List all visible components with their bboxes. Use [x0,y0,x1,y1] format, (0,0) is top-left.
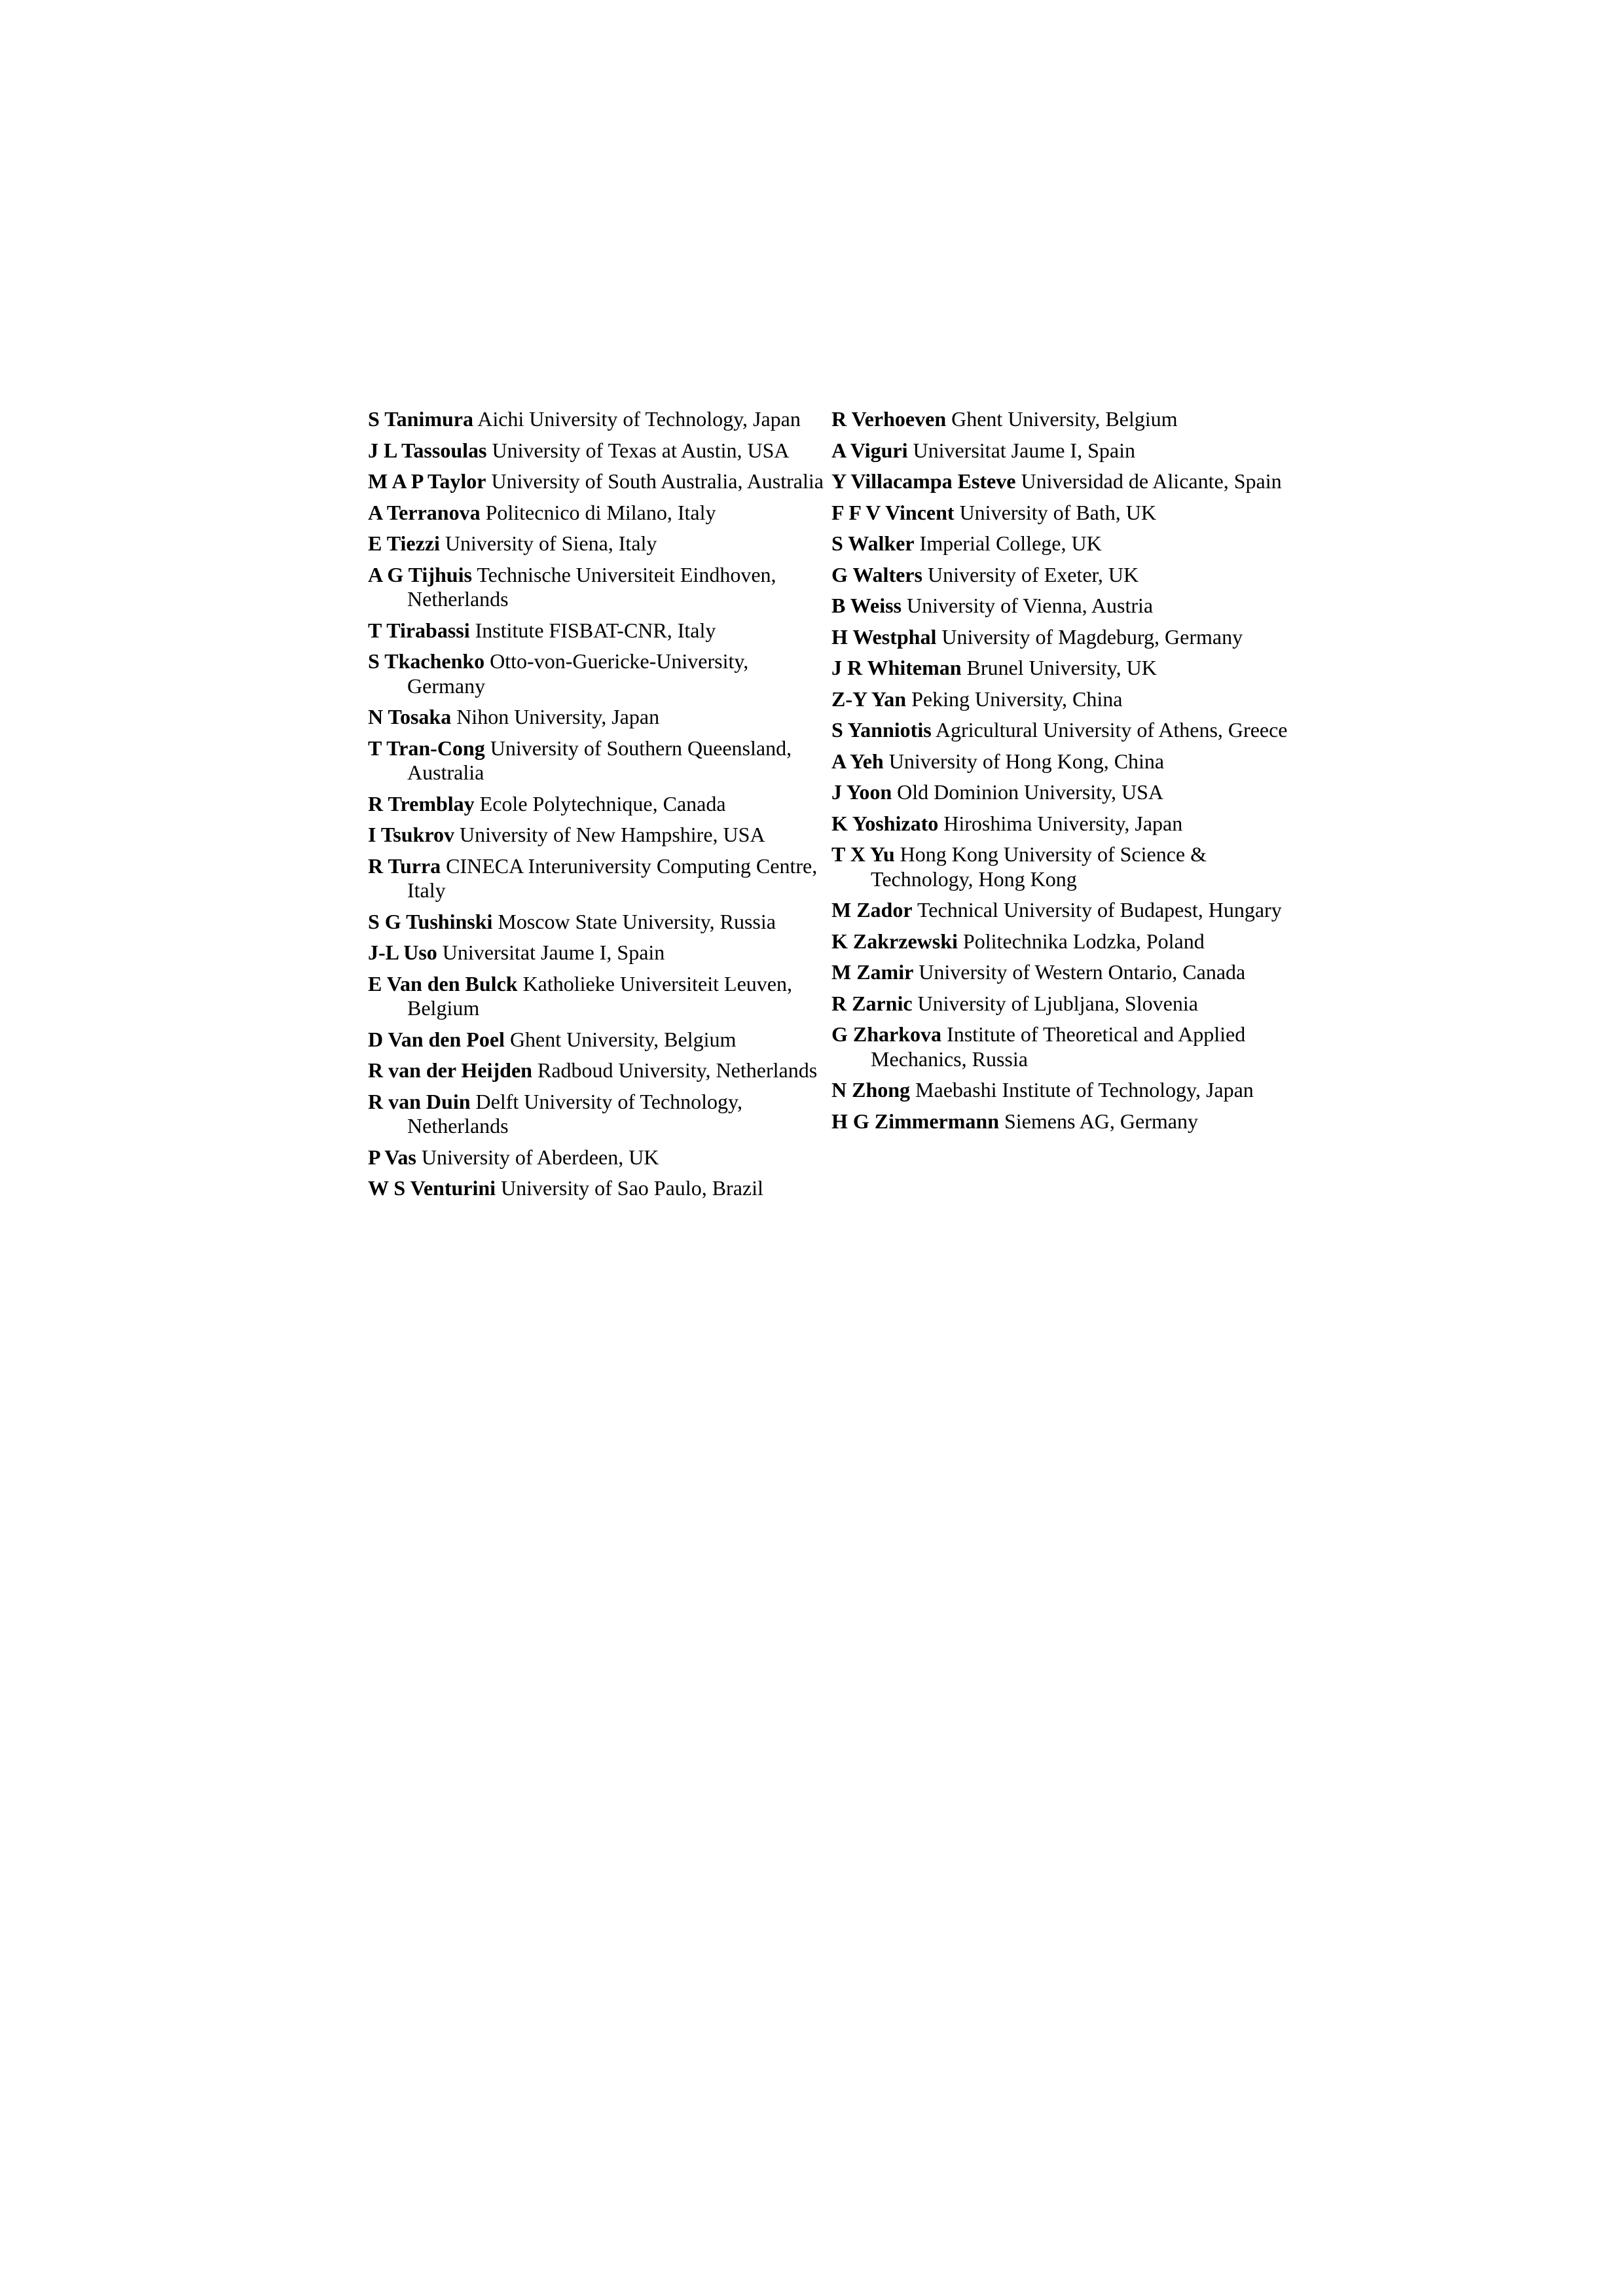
author-name: R Turra [368,853,441,878]
list-item [831,594,1290,619]
list-item [368,823,826,848]
list-item [368,501,826,526]
author-name: Z-Y Yan [831,687,907,711]
author-affiliation: University of Vienna, Austria [907,594,1154,617]
author-name: Y Villacampa Esteve [831,469,1016,493]
author-affiliation: Ghent University, Belgium [509,1027,737,1051]
author-affiliation: Technische Universiteit Eindhoven, Netherlands [407,562,776,611]
author-name: R van Duin [368,1089,471,1113]
list-item [368,705,826,730]
author-name: N Tosaka [368,705,452,728]
author-name: N Zhong [831,1078,911,1102]
author-name: A Yeh [831,749,884,773]
author-affiliation: Moscow State University, Russia [498,909,776,933]
author-name: A Terranova [368,500,481,524]
list-item [368,619,826,643]
author-affiliation: Siemens AG, Germany [1004,1109,1198,1133]
author-name: A G Tijhuis [368,562,472,586]
list-item [831,1022,1290,1071]
author-affiliation: University of Ljubljana, Slovenia [917,991,1198,1015]
list-item [831,407,1290,432]
author-name: H G Zimmermann [831,1109,999,1133]
list-item [831,469,1290,494]
author-name: A Viguri [831,438,908,462]
author-affiliation: Politecnico di Milano, Italy [485,500,716,524]
author-affiliation: University of New Hampshire, USA [459,823,765,846]
author-affiliation: University of Southern Queensland, Australia [407,736,792,784]
list-item [368,972,826,1021]
list-item [831,687,1290,712]
author-name: S Tkachenko [368,649,485,673]
author-name: S G Tushinski [368,909,493,933]
author-affiliation: Institute FISBAT-CNR, Italy [475,618,716,642]
author-affiliation: Universidad de Alicante, Spain [1021,469,1282,493]
author-affiliation: University of Bath, UK [959,500,1156,524]
list-item [831,842,1290,891]
right-column [831,407,1290,1140]
author-name: J Yoon [831,780,892,804]
author-name: T Tirabassi [368,618,470,642]
author-name: M Zamir [831,960,914,984]
author-name: S Yanniotis [831,718,932,742]
author-name: R Verhoeven [831,407,947,431]
author-name: G Zharkova [831,1022,942,1046]
list-item [368,854,826,903]
author-name: P Vas [368,1145,416,1169]
author-affiliation: Universitat Jaume I, Spain [442,941,665,964]
author-name: B Weiss [831,594,902,617]
author-name: M Zador [831,898,913,922]
list-item [368,1090,826,1139]
author-name: T Tran-Cong [368,736,485,760]
author-affiliation: Katholieke Universiteit Leuven, Belgium [407,971,792,1020]
author-affiliation: Peking University, China [911,687,1123,711]
list-item [831,531,1290,556]
list-item [368,649,826,698]
author-name: J R Whiteman [831,656,962,679]
author-name: G Walters [831,562,922,586]
author-affiliation: Ecole Polytechnique, Canada [479,791,726,816]
author-affiliation: Hong Kong University of Science & Technology, Hong Kong [871,842,1207,891]
author-name: R Zarnic [831,991,913,1015]
list-item [831,718,1290,743]
author-name: M A P Taylor [368,469,486,493]
author-name: K Zakrzewski [831,929,958,953]
left-column [368,407,826,1208]
author-affiliation: Delft University of Technology, Netherlands [407,1089,742,1138]
list-item [368,439,826,463]
author-name: J-L Uso [368,941,437,964]
author-affiliation: Otto-von-Guericke-University, Germany [407,649,749,698]
author-affiliation: Nihon University, Japan [456,705,660,728]
author-affiliation: Maebashi Institute of Technology, Japan [915,1078,1254,1102]
author-affiliation: Ghent University, Belgium [951,407,1178,431]
list-item [831,625,1290,650]
author-affiliation: Brunel University, UK [966,656,1157,679]
author-affiliation: University of Texas at Austin, USA [492,438,790,462]
author-name: W S Venturini [368,1176,496,1200]
author-affiliation: University of Siena, Italy [445,531,657,555]
list-item [831,749,1290,774]
author-affiliation: Old Dominion University, USA [897,780,1163,804]
list-item [831,439,1290,463]
author-name: K Yoshizato [831,811,939,835]
list-item [368,469,826,494]
list-item [368,736,826,785]
list-item [368,531,826,556]
author-affiliation: Hiroshima University, Japan [943,811,1183,835]
author-affiliation: University of Sao Paulo, Brazil [501,1176,763,1200]
list-item [831,898,1290,923]
list-item [831,929,1290,954]
list-item [831,780,1290,805]
author-affiliation: Politechnika Lodzka, Poland [962,929,1205,953]
author-affiliation: Radboud University, Netherlands [537,1058,818,1082]
author-name: R van der Heijden [368,1058,532,1082]
list-item [831,992,1290,1016]
list-item [368,910,826,935]
author-affiliation: University of Exeter, UK [927,562,1139,586]
list-item [831,960,1290,985]
author-affiliation: Agricultural University of Athens, Greece [935,718,1288,742]
author-name: S Tanimura [368,407,473,431]
author-name: F F V Vincent [831,500,955,524]
author-affiliation: University of Hong Kong, China [888,749,1165,773]
list-item [831,1109,1290,1134]
author-affiliation: Aichi University of Technology, Japan [477,407,801,431]
author-affiliation: Universitat Jaume I, Spain [913,438,1135,462]
list-item [368,407,826,432]
author-affiliation: University of South Australia, Australia [491,469,824,493]
author-affiliation: University of Magdeburg, Germany [941,624,1243,649]
author-affiliation: University of Aberdeen, UK [421,1145,659,1169]
list-item [831,656,1290,681]
author-affiliation: Imperial College, UK [919,531,1102,555]
list-item [831,563,1290,588]
list-item [368,1028,826,1052]
author-name: H Westphal [831,624,937,649]
author-affiliation: Institute of Theoretical and Applied Mechanics, Russia [871,1022,1246,1071]
author-name: I Tsukrov [368,823,454,846]
list-item [831,1078,1290,1103]
author-affiliation: CINECA Interuniversity Computing Centre, Italy [407,853,818,902]
author-name: S Walker [831,531,915,555]
author-name: E Tiezzi [368,531,440,555]
author-affiliation: University of Western Ontario, Canada [919,960,1246,984]
author-name: R Tremblay [368,791,475,816]
list-item [368,1145,826,1170]
author-affiliation: Technical University of Budapest, Hungary [917,898,1282,922]
list-item [831,501,1290,526]
author-name: J L Tassoulas [368,438,487,462]
list-item [368,941,826,965]
list-item [368,792,826,817]
list-item [368,1176,826,1201]
author-name: T X Yu [831,842,895,866]
list-item [831,812,1290,836]
author-name: E Van den Bulck [368,971,518,996]
list-item [368,563,826,612]
list-item [368,1058,826,1083]
author-name: D Van den Poel [368,1027,505,1051]
